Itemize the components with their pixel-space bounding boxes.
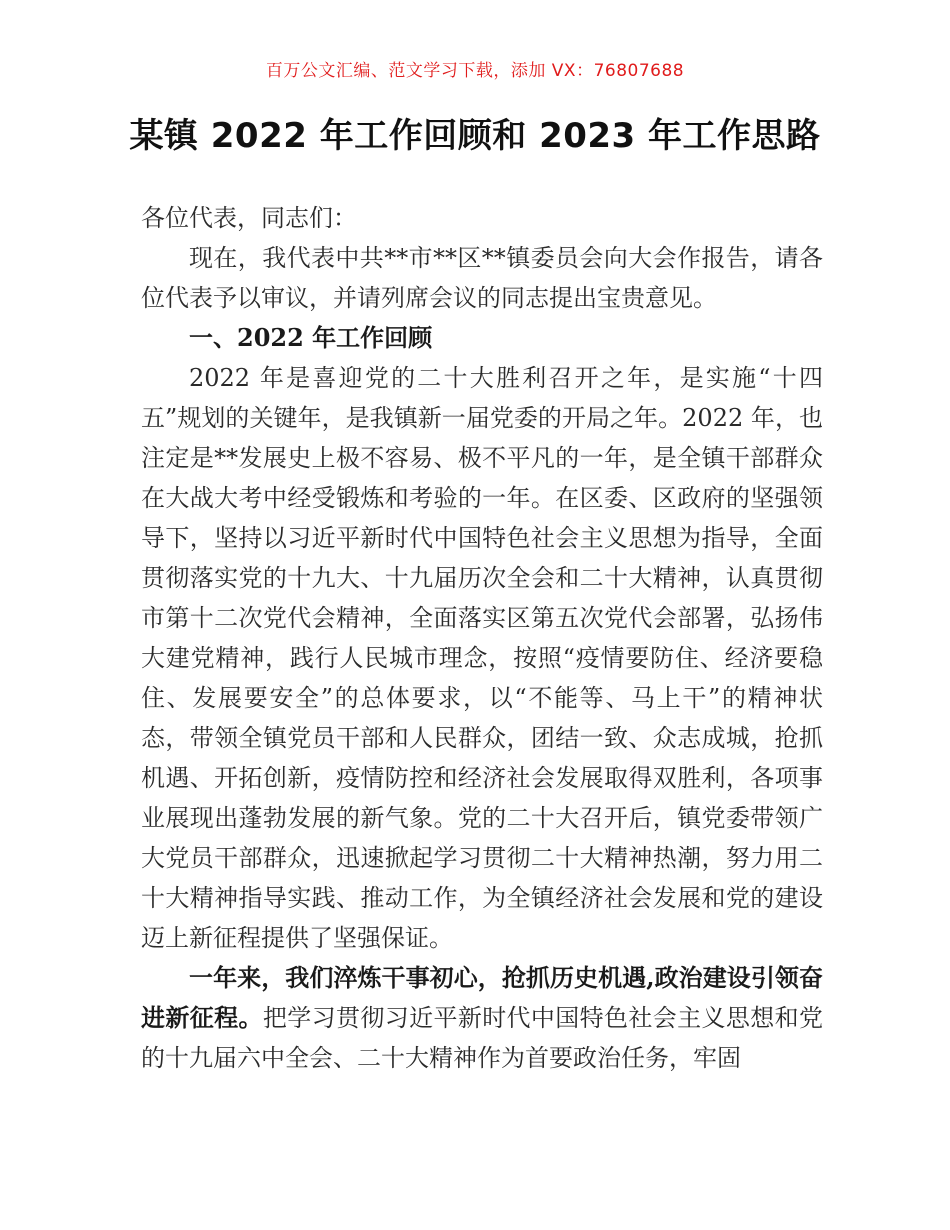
intro-paragraph: 现在，我代表中共**市**区**镇委员会向大会作报告，请各位代表予以审议，并请列席会议的同志提出宝贵意见。 xyxy=(141,244,823,312)
review-paragraph: 2022 年是喜迎党的二十大胜利召开之年，是实施“十四五”规划的关键年，是我镇新一届党委的开局之年。2022 年，也注定是**发展史上极不容易、极不平凡的一年，是全镇干部群众在大战大考中经受锻炼和考验的一年。在区委、区政府的坚强领导下，坚持以习近平新时代中国特色社会主义思想为指导，全面贯彻落实党的十九大、十九届历次全会和二十大精神，认真贯彻市第十二次党代会精神，全面落实区第五次党代会部署，弘扬伟大建党精神，践行人民城市理念，按照“疫情要防住、经济要稳住、发展要安全”的总体要求，以“不能等、马上干”的精神状态，带领全镇党员干部和人民群众，团结一致、众志成城，抢抓机遇、开拓创新，疫情防控和经济社会发展取得双胜利，各项事业展现出蓬勃发展的新气象。党的二十大召开后，镇党委带领广大党员干部群众，迅速掀起学习贯彻二十大精神热潮，努力用二十大精神指导实践、推动工作，为全镇经济社会发展和党的建设迈上新征程提供了坚强保证。 xyxy=(141,364,823,952)
political-building-paragraph xyxy=(141,958,823,1078)
section-heading: 一、2022 年工作回顾 xyxy=(189,323,433,352)
download-banner: 百万公文汇编、范文学习下载，添加 VX：76807688 xyxy=(265,61,685,81)
document-body xyxy=(141,198,823,1078)
document-title: 某镇 2022 年工作回顾和 2023 年工作思路 xyxy=(129,116,821,156)
paragraph-body-text: 把学习贯彻习近平新时代中国特色社会主义思想和党的十九届六中全会、二十大精神作为首要政治任务，牢固 xyxy=(141,1004,824,1072)
paragraph-lead-sentence: 一年来，我们淬炼干事初心，抢抓历史机遇,政治建设引领奋进新征程。 xyxy=(141,963,823,1032)
salutation: 各位代表，同志们： xyxy=(141,204,357,232)
